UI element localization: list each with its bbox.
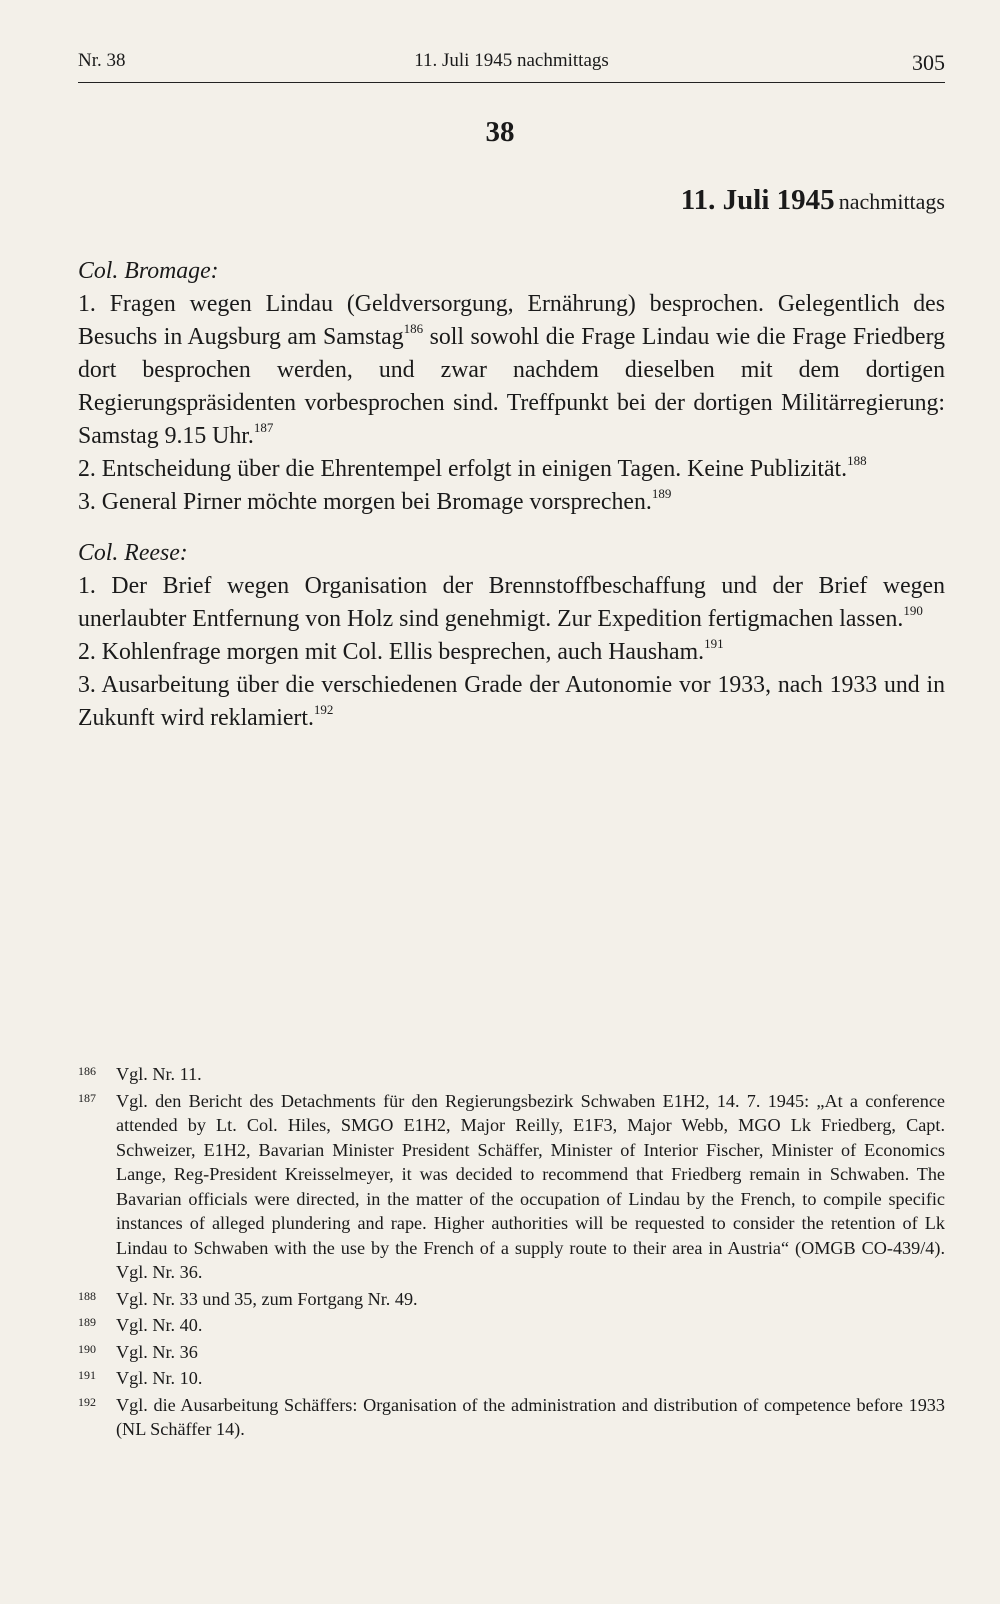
footnote-number: 192 xyxy=(78,1394,96,1409)
date-header: 11. Juli 1945 nachmittags xyxy=(414,50,609,71)
document-number: 38 xyxy=(485,116,515,148)
footnote-number: 186 xyxy=(78,1064,96,1078)
paragraph-text: 1. Fragen wegen Lindau (Geldversorgung, Ernährung) besprochen. Gelegentlich des Besuchs in Augsburg am Samstag xyxy=(78,291,945,350)
footnote-number: 191 xyxy=(78,1368,96,1382)
footnote-marker: 188 xyxy=(847,453,867,468)
speaker-heading: Col. Bromage: xyxy=(78,258,219,284)
footnote-text: Vgl. Nr. 33 und 35, zum Fortgang Nr. 49. xyxy=(116,1288,418,1309)
footnote-text: Vgl. Nr. 36 xyxy=(116,1341,198,1362)
speaker-heading: Col. Reese: xyxy=(78,540,188,566)
footnote xyxy=(78,1366,945,1391)
footnote-text: Vgl. Nr. 11. xyxy=(116,1064,202,1084)
footnote xyxy=(78,1340,945,1365)
document-date-main: 11. Juli 1945 xyxy=(680,184,835,216)
footnote xyxy=(78,1089,945,1285)
body-paragraph xyxy=(78,486,945,519)
footnote xyxy=(78,1062,945,1087)
document-number-header: Nr. 38 xyxy=(78,50,126,71)
document-body xyxy=(78,255,945,735)
footnotes xyxy=(78,1062,945,1444)
paragraph-text: 3. General Pirner möchte morgen bei Bromage vorsprechen. xyxy=(78,489,652,515)
footnote-text: Vgl. Nr. 10. xyxy=(116,1368,203,1388)
footnote-marker: 189 xyxy=(651,486,672,501)
body-paragraph xyxy=(78,288,945,453)
paragraph-text: 3. Ausarbeitung über die verschiedenen Grade der Autonomie vor 1933, nach 1933 und in Zukunft wird reklamiert. xyxy=(78,672,945,731)
footnote-number: 188 xyxy=(78,1288,96,1303)
body-paragraph xyxy=(78,669,945,735)
body-paragraph xyxy=(78,636,945,669)
footnote-marker: 191 xyxy=(704,636,724,651)
footnote-number: 189 xyxy=(78,1315,96,1329)
footnote-marker: 187 xyxy=(253,420,274,435)
footnote xyxy=(78,1287,945,1312)
footnote-marker: 190 xyxy=(903,603,923,618)
footnote-text: Vgl. den Bericht des Detachments für den Regierungsbezirk Schwaben E1H2, 14. 7. 1945: „At a conference attended by Lt. Col. Hiles, SMGO E1H2, Major Reilly, E1F3, Major Webb, MGO Lk Friedberg, Capt. Schweizer, E1H2, Bavarian Minister President Schäffer, Minister of Interior Fischer, Minister of Economics Lange, Reg-President Kreisselmeyer, it was decided to recommend that Friedberg remain in Schwaben. The Bavarian officials were directed, in the matter of the occupation of Lindau by the French, to compile specific instances of alleged plundering and rape. Higher authorities will be requested to consider the retention of Lk Lindau to Schwaben with the use by the French of a supply route to their area in Austria“ (OMGB CO-439/4). Vgl. Nr. 36. xyxy=(116,1090,945,1282)
footnote xyxy=(78,1313,945,1338)
paragraph-text: soll sowohl die Frage Lindau wie die Frage Friedberg dort besprochen werden, und zwar nachdem dieselben mit dem dortigen Regierungspräsidenten vorbesprochen sind. Treffpunkt bei der dortigen Militärregierung: Samstag 9.15 Uhr. xyxy=(78,324,945,449)
running-head xyxy=(78,50,945,83)
footnote-number: 187 xyxy=(78,1090,96,1105)
footnote-marker: 186 xyxy=(403,321,424,336)
page-number: 305 xyxy=(912,50,945,75)
paragraph-text: 1. Der Brief wegen Organisation der Brennstoffbeschaffung und der Brief wegen unerlaubter Entfernung von Holz sind genehmigt. Zur Expedition fertigmachen lassen. xyxy=(78,573,945,632)
footnote-text: Vgl. die Ausarbeitung Schäffers: Organisation of the administration and distribution of competence before 1933 (NL Schäffer 14). xyxy=(116,1394,945,1439)
footnote-marker: 192 xyxy=(313,702,334,717)
footnote-number: 190 xyxy=(78,1341,96,1356)
footnote-text: Vgl. Nr. 40. xyxy=(116,1315,203,1335)
footnote xyxy=(78,1393,945,1442)
body-paragraph xyxy=(78,453,945,486)
document-date-suffix: nachmittags xyxy=(838,189,945,214)
paragraph-text: 2. Kohlenfrage morgen mit Col. Ellis besprechen, auch Hausham. xyxy=(78,639,705,665)
paragraph-text: 2. Entscheidung über die Ehrentempel erfolgt in einigen Tagen. Keine Publizität. xyxy=(78,456,848,482)
document-date xyxy=(681,184,945,217)
body-paragraph xyxy=(78,570,945,636)
